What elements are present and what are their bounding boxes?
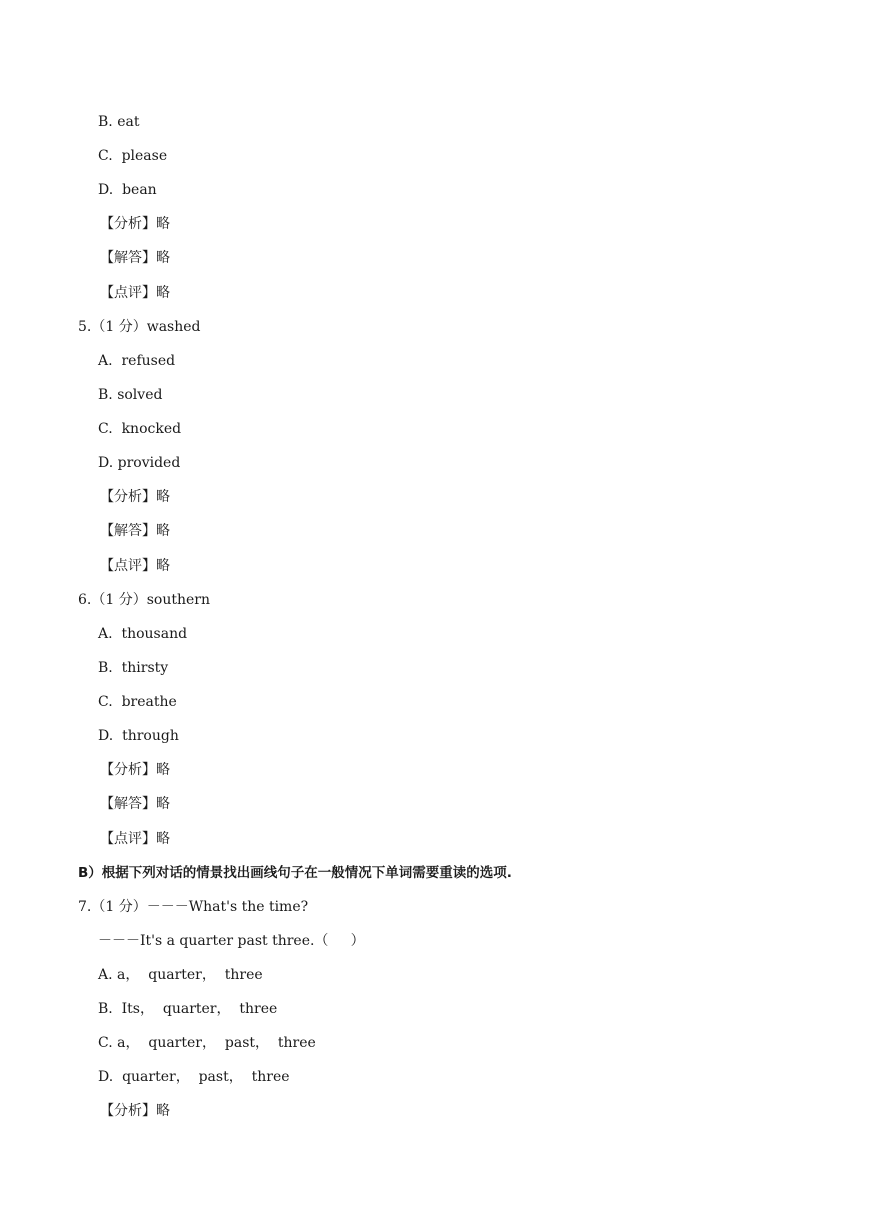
- q7-stem: 7.（1 分）－－－What's the time?: [78, 899, 309, 915]
- q4-analysis: 【分析】略: [100, 216, 170, 232]
- q5-stem: 5.（1 分）washed: [78, 319, 201, 335]
- q5-comment: 【点评】略: [100, 558, 170, 574]
- q5-answer: 【解答】略: [100, 523, 170, 539]
- q5-option-a: A. refused: [98, 353, 176, 369]
- q4-option-b: B. eat: [98, 114, 140, 130]
- q7-analysis: 【分析】略: [100, 1103, 170, 1119]
- q6-option-a: A. thousand: [98, 626, 188, 642]
- q6-option-b: B. thirsty: [98, 660, 169, 676]
- q5-option-c: C. knocked: [98, 421, 182, 437]
- q5-analysis: 【分析】略: [100, 489, 170, 505]
- q4-comment: 【点评】略: [100, 285, 170, 301]
- q6-option-c: C. breathe: [98, 694, 177, 710]
- q6-comment: 【点评】略: [100, 831, 170, 847]
- q7-option-a: A. a， quarter， three: [98, 967, 263, 983]
- q6-analysis: 【分析】略: [100, 762, 170, 778]
- q7-reply: －－－It's a quarter past three.（ ）: [98, 933, 365, 949]
- section-b-heading: B）根据下列对话的情景找出画线句子在一般情况下单词需要重读的选项.: [78, 865, 512, 881]
- q7-option-d: D. quarter， past， three: [98, 1069, 290, 1085]
- q6-answer: 【解答】略: [100, 796, 170, 812]
- q4-option-c: C. please: [98, 148, 168, 164]
- q5-option-b: B. solved: [98, 387, 163, 403]
- q5-option-d: D. provided: [98, 455, 181, 471]
- q6-stem: 6.（1 分）southern: [78, 592, 210, 608]
- q4-answer: 【解答】略: [100, 250, 170, 266]
- q6-option-d: D. through: [98, 728, 179, 744]
- q4-option-d: D. bean: [98, 182, 157, 198]
- q7-option-b: B. Its， quarter， three: [98, 1001, 278, 1017]
- q7-option-c: C. a， quarter， past， three: [98, 1035, 316, 1051]
